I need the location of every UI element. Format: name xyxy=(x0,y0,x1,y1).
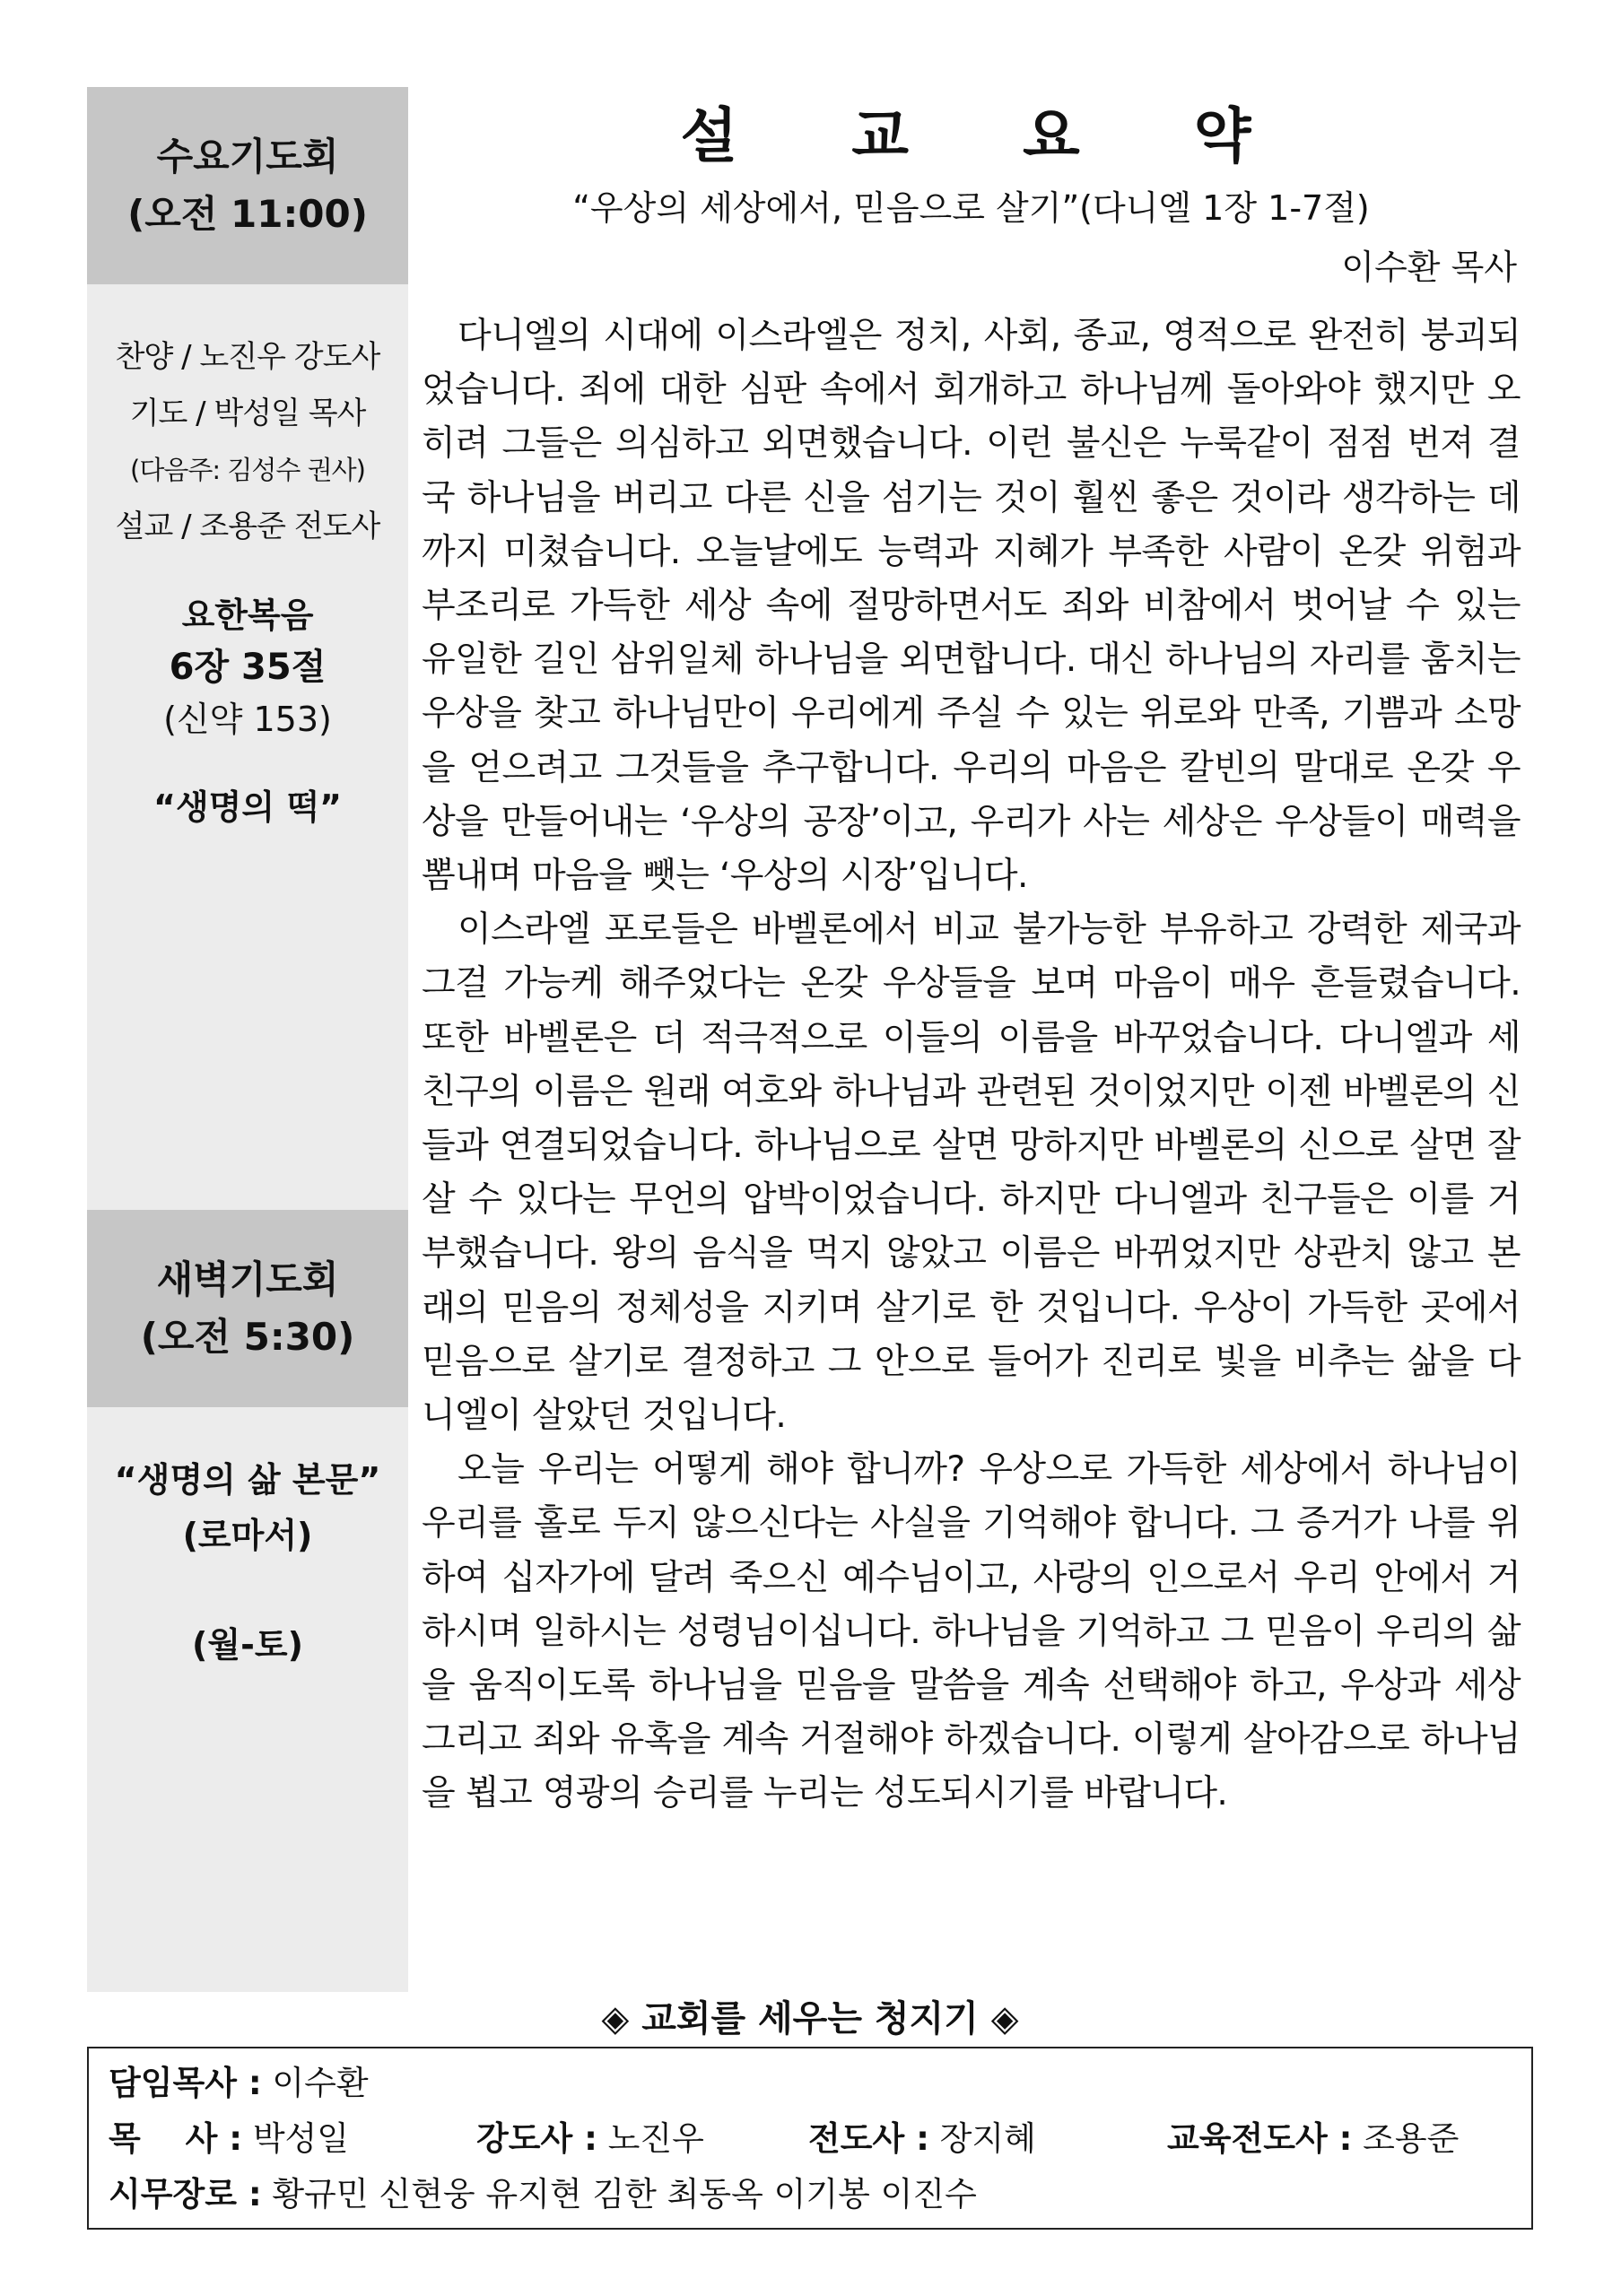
evangelist-label: 전도사 : xyxy=(808,2119,929,2158)
staff-directory xyxy=(87,2047,1533,2230)
staff-row-ministers xyxy=(109,2111,1512,2167)
sermon-body xyxy=(422,309,1521,1822)
elders-label: 시무장로 : xyxy=(109,2175,262,2213)
evangelist-entry xyxy=(808,2111,1036,2167)
dawn-service-time: (오전 5:30) xyxy=(140,1315,355,1359)
staff-row-elders xyxy=(109,2167,1512,2222)
dawn-service-header xyxy=(87,1210,408,1407)
preacher-label: 강도사 : xyxy=(476,2119,597,2158)
wednesday-service-title: 수요기도회 xyxy=(156,135,339,178)
edu-evangelist-name: 조용준 xyxy=(1363,2119,1460,2158)
wednesday-service-header xyxy=(87,87,408,284)
sermon-paragraph: 이스라엘 포로들은 바벨론에서 비교 불가능한 부유하고 강력한 제국과 그걸 가능케 해주었다는 온갖 우상들을 보며 마음이 매우 흔들렸습니다. 또한 바벨론은 더 적극적으로 이들의 이름을 바꾸었습니다. 다니엘과 세 친구의 이름은 원래 여호와 하나님과 관련된 것이었지만 이젠 바벨론의 신들과 연결되었습니다. 하나님으로 살면 망하지만 바벨론의 신으로 살면 잘 살 수 있다는 무언의 압박이었습니다. 하지만 다니엘과 친구들은 이를 거부했습니다. 왕의 음식을 먹지 않았고 이름은 바뀌었지만 상관치 않고 본래의 믿음의 정체성을 지키며 살기로 한 것입니다. 우상이 가득한 곳에서 믿음으로 살기로 결정하고 그 안으로 들어가 진리로 빛을 비추는 삶을 다니엘이 살았던 것입니다. xyxy=(422,909,1521,1437)
dawn-text-book: (로마서) xyxy=(182,1516,313,1555)
sermon-preacher: 설교 / 조용준 전도사 xyxy=(115,509,380,544)
next-week-prayer: (다음주: 김성수 권사) xyxy=(130,455,365,485)
stewards-banner: ◈ 교회를 세우는 청지기 ◈ xyxy=(601,1998,1019,2039)
dawn-text-title: “생명의 삶 본문” xyxy=(114,1460,381,1500)
scripture-reference: 6장 35절 xyxy=(169,647,327,688)
elders-names: 황규민 신현웅 유지현 김한 최동옥 이기봉 이진수 xyxy=(272,2175,977,2213)
sermon-paragraph: 다니엘의 시대에 이스라엘은 정치, 사회, 종교, 영적으로 완전히 붕괴되었습니다. 죄에 대한 심판 속에서 회개하고 하나님께 돌아와야 했지만 오히려 그들은 의심하고 외면했습니다. 이런 불신은 누룩같이 점점 번져 결국 하나님을 버리고 다른 신을 섬기는 것이 훨씬 좋은 것이라 생각하는 데까지 미쳤습니다. 오늘날에도 능력과 지혜가 부족한 사람이 온갖 위험과 부조리로 가득한 세상 속에 절망하면서도 죄와 비참에서 벗어날 수 있는 유일한 길인 삼위일체 하나님을 외면합니다. 대신 하나님의 자리를 훔치는 우상을 찾고 하나님만이 우리에게 주실 수 있는 위로와 만족, 기쁨과 소망을 얻으려고 그것들을 추구합니다. 우리의 마음은 칼빈의 말대로 온갖 우상을 만들어내는 ‘우상의 공장’이고, 우리가 사는 세상은 우상들이 매력을 뽐내며 마음을 뺏는 ‘우상의 시장’입니다. xyxy=(422,316,1521,897)
senior-pastor-label: 담임목사 : xyxy=(109,2064,262,2102)
senior-pastor-name: 이수환 xyxy=(272,2064,369,2102)
evangelist-name: 장지혜 xyxy=(939,2119,1036,2158)
scripture-page: (신약 153) xyxy=(163,700,332,739)
sermon-paragraph: 오늘 우리는 어떻게 해야 합니까? 우상으로 가득한 세상에서 하나님이 우리를 홀로 두지 않으신다는 사실을 기억해야 합니다. 그 증거가 나를 위하여 십자가에 달려 죽으신 예수님이고, 사랑의 인으로서 우리 안에서 거하시며 일하시는 성령님이십니다. 하나님을 기억하고 그 믿음이 우리의 삶을 움직이도록 하나님을 믿음을 말씀을 계속 선택해야 하고, 우상과 세상 그리고 죄와 유혹을 계속 거절해야 하겠습니다. 이렇게 살아감으로 하나님을 뵙고 영광의 승리를 누리는 성도되시기를 바랍니다. xyxy=(422,1449,1521,1814)
preacher-name: 노진우 xyxy=(607,2119,704,2158)
edu-evangelist-entry xyxy=(1167,2111,1459,2167)
sermon-subtitle: “우상의 세상에서, 믿음으로 살기”(다니엘 1장 1-7절) xyxy=(572,188,1370,228)
pastor-name: 박성일 xyxy=(252,2119,350,2158)
dawn-service-details xyxy=(87,1407,408,1992)
preacher-entry xyxy=(476,2111,704,2167)
wednesday-service-time: (오전 11:00) xyxy=(127,192,368,236)
dawn-service-days: (월-토) xyxy=(192,1625,303,1665)
sidebar xyxy=(87,87,408,1992)
sermon-theme: “생명의 떡” xyxy=(153,787,342,827)
dawn-service-title: 새벽기도회 xyxy=(156,1257,339,1301)
prayer-leader: 기도 / 박성일 목사 xyxy=(129,396,366,431)
sermon-preacher-name: 이수환 목사 xyxy=(1341,248,1517,287)
pastor-label: 목 사 : xyxy=(109,2119,243,2158)
sermon-title: 설 교 요 약 xyxy=(680,101,1298,170)
staff-row-senior xyxy=(109,2056,1512,2111)
edu-evangelist-label: 교육전도사 : xyxy=(1167,2119,1353,2158)
sermon-summary xyxy=(422,87,1521,1822)
praise-leader: 찬양 / 노진우 강도사 xyxy=(115,339,380,375)
scripture-book: 요한복음 xyxy=(181,596,314,635)
wednesday-service-details xyxy=(87,284,408,1210)
pastor-entry xyxy=(109,2111,349,2167)
